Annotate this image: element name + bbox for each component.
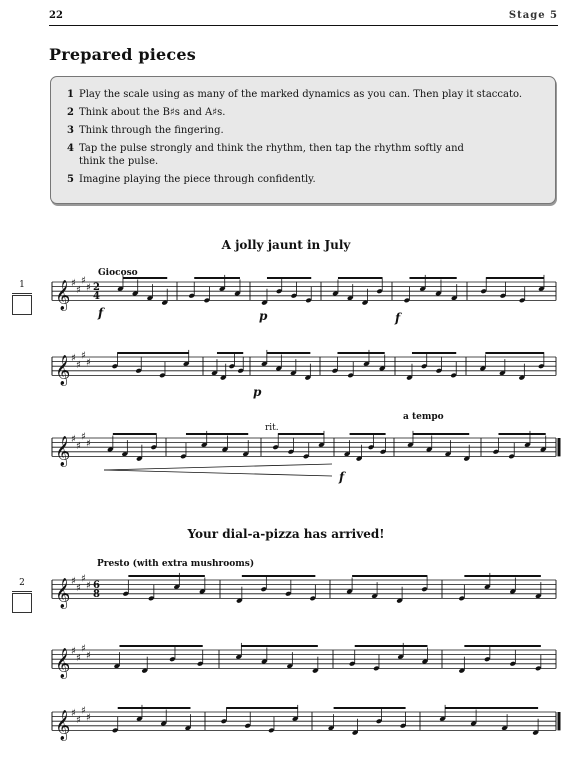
sharp-icon: ♯ — [86, 438, 91, 450]
instruction-text: Think about the B♯s and A♯s. — [79, 107, 226, 118]
instruction-text: Think through the fingering. — [79, 125, 224, 136]
dynamic-forte: f — [98, 306, 104, 320]
sharp-icon: ♯ — [81, 350, 86, 362]
sharp-icon: ♯ — [76, 714, 81, 726]
sharp-icon: ♯ — [76, 652, 81, 664]
piece-1-title: A jolly jaunt in July — [221, 238, 351, 252]
treble-clef-icon: 𝄞 — [55, 578, 71, 609]
time-signature: 4 — [93, 291, 100, 302]
sharp-icon: ♯ — [81, 275, 86, 287]
instruction-text: Tap the pulse strongly and think the rhythm, then tap the rhythm softly and think the pulse. — [79, 143, 464, 167]
a-tempo-marking: a tempo — [403, 412, 444, 422]
sharp-icon: ♯ — [81, 431, 86, 443]
instruction-number: 3 — [67, 125, 74, 136]
time-signature: 2 — [93, 282, 100, 293]
sharp-icon: ♯ — [86, 580, 91, 592]
piece-1-number: 1 — [19, 280, 25, 290]
sharp-icon: ♯ — [76, 582, 81, 594]
sharp-icon: ♯ — [86, 357, 91, 369]
treble-clef-icon: 𝄞 — [55, 436, 71, 467]
instruction-number: 4 — [67, 143, 74, 154]
dynamic-piano: p — [253, 385, 262, 399]
time-signature: 6 — [93, 580, 100, 591]
sharp-icon: ♯ — [81, 643, 86, 655]
piece-2-number: 2 — [19, 578, 25, 588]
dynamic-piano: p — [259, 309, 268, 323]
piece-2-checkbox[interactable] — [12, 593, 32, 613]
sharp-icon: ♯ — [71, 576, 76, 587]
sharp-icon: ♯ — [86, 282, 91, 294]
piece-number-rule — [12, 591, 32, 592]
sharp-icon: ♯ — [76, 284, 81, 296]
treble-clef-icon: 𝄞 — [55, 710, 71, 741]
instruction-text: Imagine playing the piece through confidently. — [79, 174, 316, 185]
sharp-icon: ♯ — [86, 650, 91, 662]
crescendo-hairpin — [104, 470, 332, 476]
sharp-icon: ♯ — [71, 278, 76, 289]
instruction-text: Play the scale using as many of the marked dynamics as you can. Then play it staccato. — [79, 89, 522, 100]
sharp-icon: ♯ — [71, 434, 76, 445]
piece-2-title: Your dial-a-pizza has arrived! — [187, 527, 385, 541]
sharp-icon: ♯ — [86, 712, 91, 724]
dynamic-forte: f — [395, 311, 401, 325]
sharp-icon: ♯ — [71, 353, 76, 364]
treble-clef-icon: 𝄞 — [55, 648, 71, 679]
section-title: Prepared pieces — [49, 45, 196, 64]
treble-clef-icon: 𝄞 — [55, 280, 71, 311]
instruction-number: 2 — [67, 107, 74, 118]
treble-clef-icon: 𝄞 — [55, 355, 71, 386]
sharp-icon: ♯ — [76, 440, 81, 452]
rit-marking: rit. — [265, 423, 279, 433]
piece-2-tempo: Presto (with extra mushrooms) — [97, 559, 255, 569]
time-signature: 8 — [93, 589, 100, 600]
instruction-number: 5 — [67, 174, 74, 185]
sharp-icon: ♯ — [81, 705, 86, 717]
stage-label: Stage 5 — [508, 10, 558, 21]
sharp-icon: ♯ — [71, 646, 76, 657]
instruction-number: 1 — [67, 89, 74, 100]
page-number: 22 — [49, 10, 63, 21]
piece-1-tempo: Giocoso — [98, 268, 138, 278]
sharp-icon: ♯ — [76, 359, 81, 371]
crescendo-hairpin — [104, 464, 332, 470]
sharp-icon: ♯ — [81, 573, 86, 585]
dynamic-forte: f — [339, 470, 345, 484]
sharp-icon: ♯ — [71, 708, 76, 719]
